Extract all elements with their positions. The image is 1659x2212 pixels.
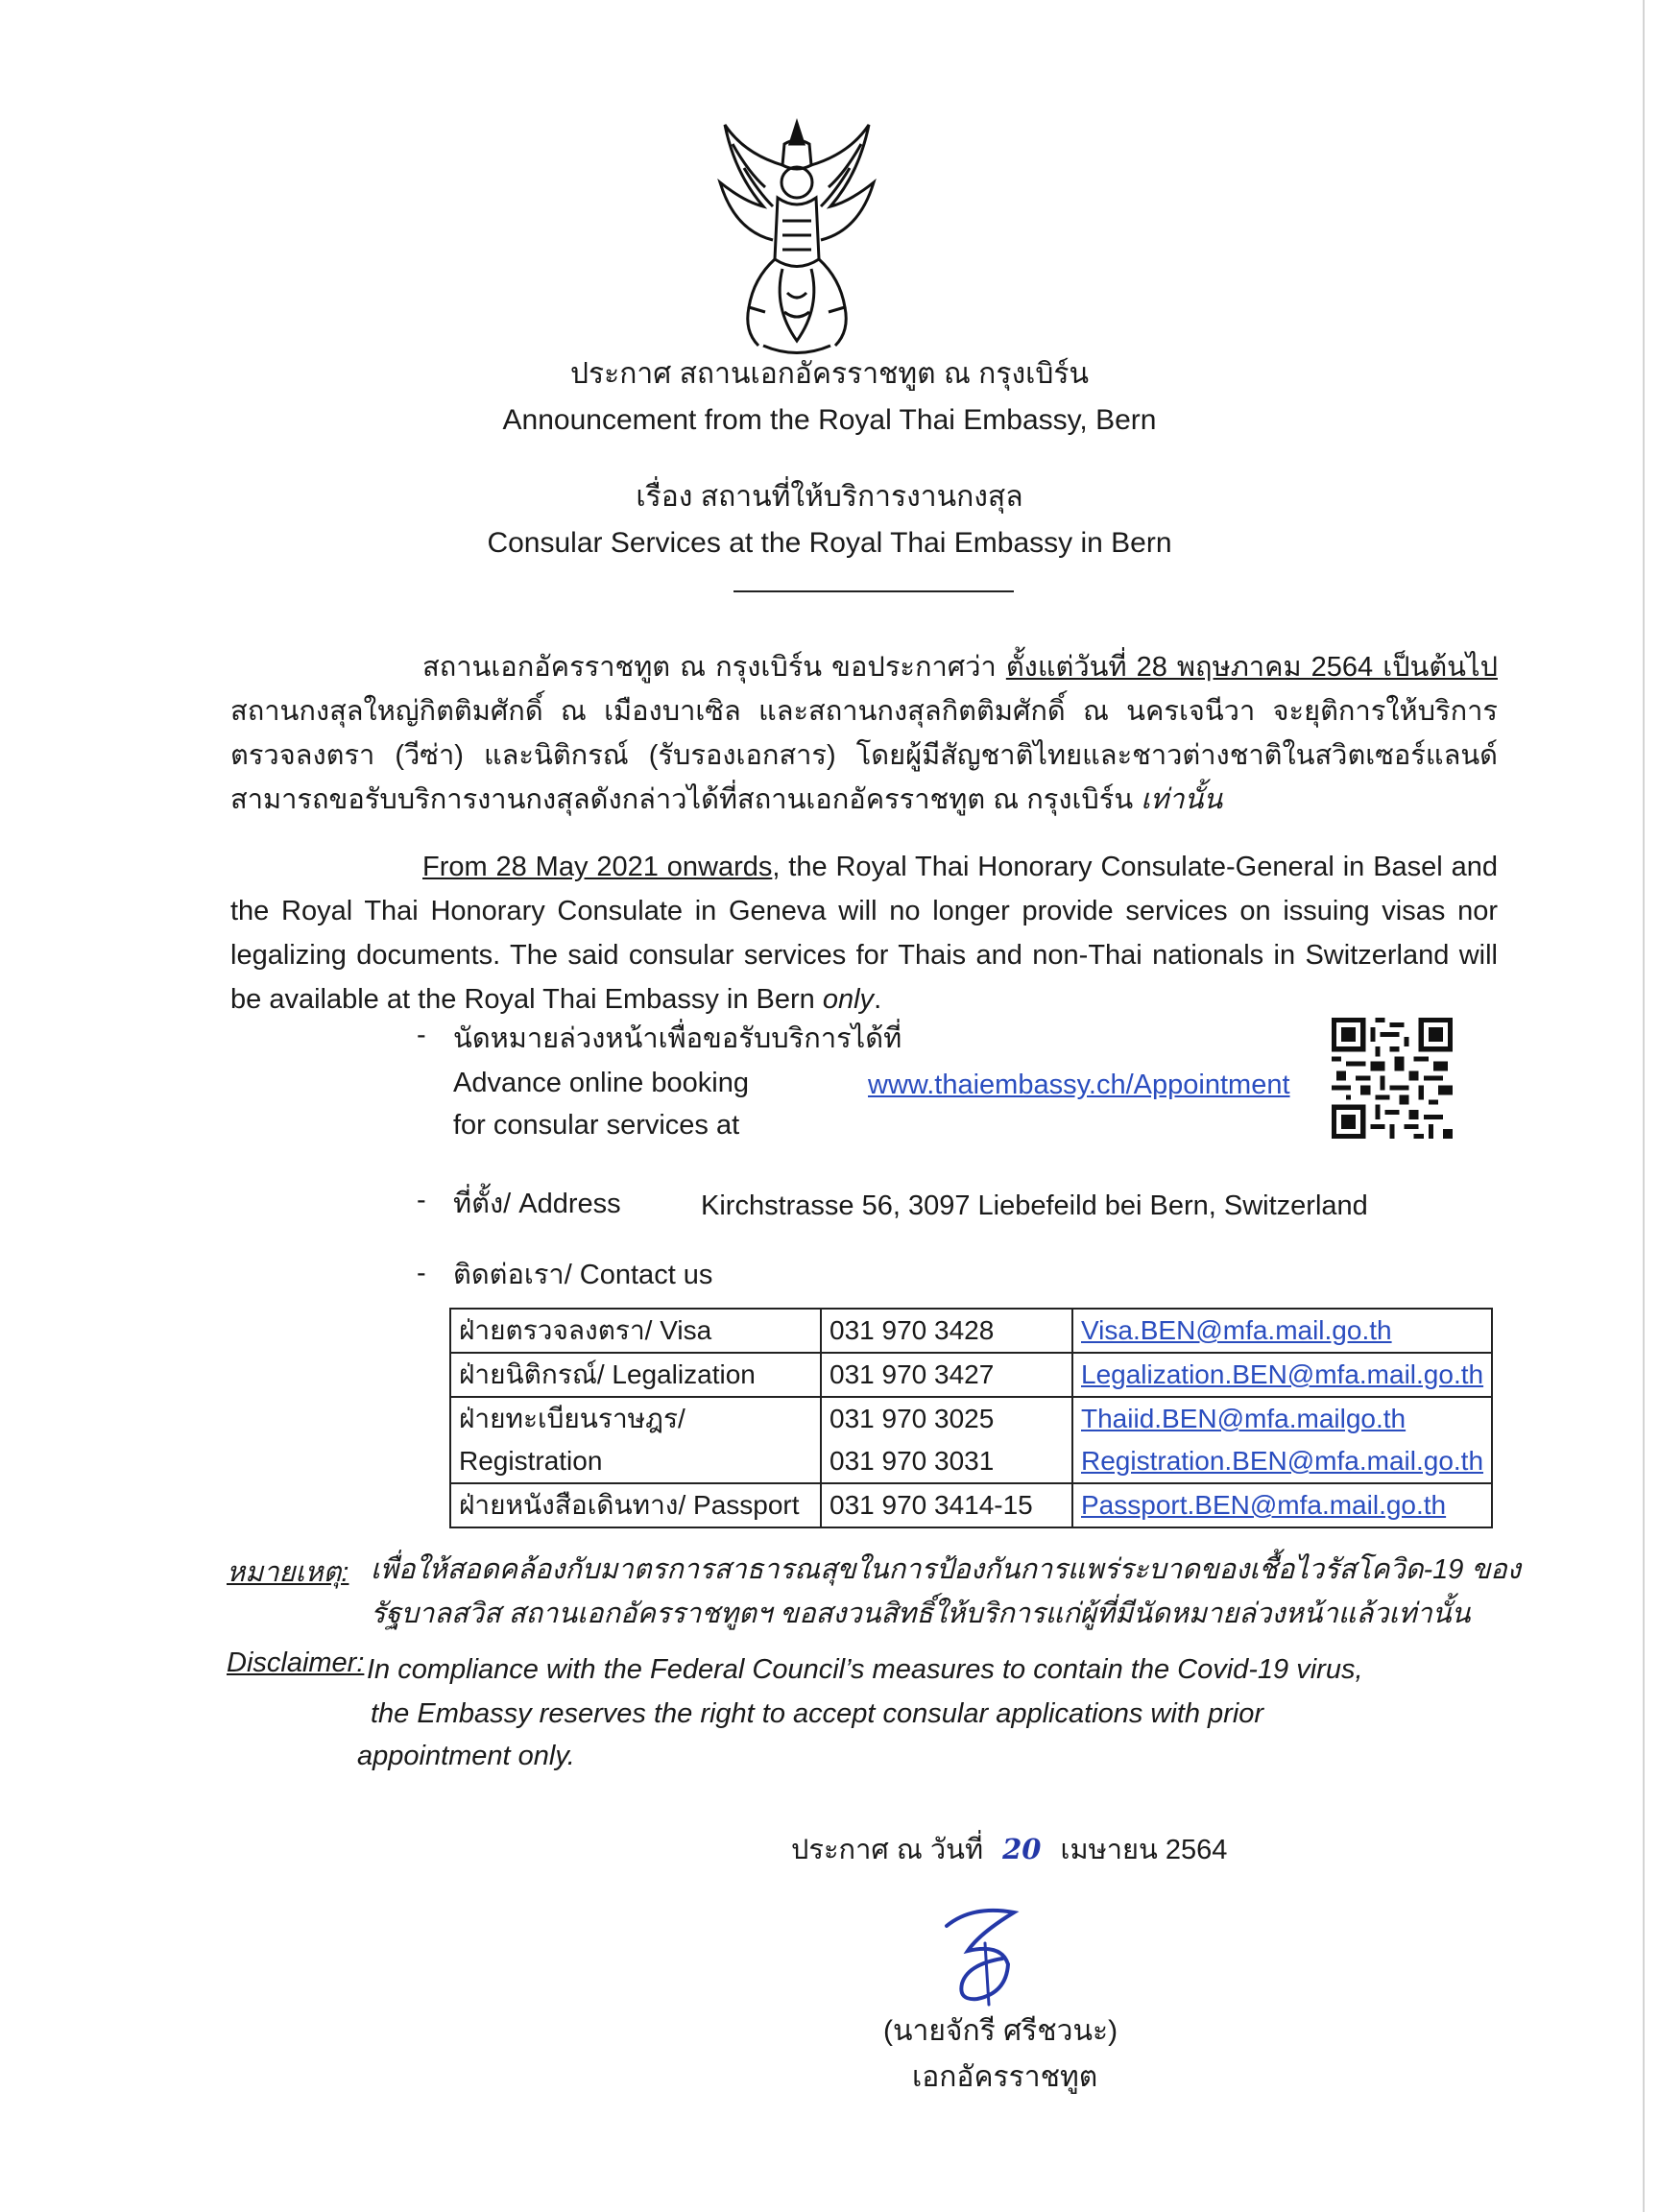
booking-label-english-2: for consular services at [453,1110,740,1141]
contact-bullet: - [417,1258,426,1288]
body-english-part1: , the Royal Thai Honorary Consulate-General in Basel and the Royal Thai Honorary Consulate in Geneva will no longer provide services on issuing visas nor legalizing documents. The said consular services for Thais and non-Thai nationals in Switzerland will be available at the Royal Thai Embassy in Bern [230,852,1498,1015]
table-row [450,1397,1492,1483]
passport-email-link[interactable]: Passport.BEN@mfa.mail.go.th [1081,1490,1447,1520]
table-row [450,1309,1492,1353]
department-cell: ฝ่ายนิติกรณ์/ Legalization [450,1353,821,1397]
phone-line: 031 970 3025 [830,1404,995,1433]
phone-cell: 031 970 3414-15 [821,1483,1072,1527]
booking-label-thai: นัดหมายล่วงหน้าเพื่อขอรับบริการได้ที่ [453,1023,902,1054]
effective-date-english: From 28 May 2021 onwards [422,852,773,882]
booking-bullet: - [417,1020,426,1050]
disclaimer-line-3: appointment only. [357,1741,575,1771]
phone-line: 031 970 3031 [830,1446,995,1476]
table-row [450,1483,1492,1527]
department-line: Registration [459,1446,603,1476]
contact-label: ติดต่อเรา/ Contact us [453,1260,713,1290]
department-cell [450,1397,821,1483]
note-line-1-thai: เพื่อให้สอดคล้องกับมาตรการสาธารณสุขในการป้องกันการแพร่ระบาดของเชื้อไวรัสโควิด-19 ของ [371,1554,1521,1585]
effective-date-thai: ตั้งแต่วันที่ 28 พฤษภาคม 2564 เป็นต้นไป [1005,652,1498,683]
thaiid-email-link[interactable]: Thaiid.BEN@mfa.mailgo.th [1081,1404,1407,1433]
note-label-thai: หมายเหตุ: [227,1557,349,1588]
legalization-email-link[interactable]: Legalization.BEN@mfa.mail.go.th [1081,1359,1484,1389]
only-thai: เท่านั้น [1141,784,1223,815]
date-day: 20 [1002,1833,1042,1865]
qr-code-icon[interactable] [1332,1018,1453,1139]
disclaimer-line-1: In compliance with the Federal Council’s measures to contain the Covid-19 virus, [367,1654,1363,1685]
body-thai-part2: สถานกงสุลใหญ่กิตติมศักดิ์ ณ เมืองบาเซิล และสถานกงสุลกิตติมศักดิ์ ณ นครเจนีวา จะยุติการให้บริการตรวจลงตรา (วีซ่า) และนิติกรณ์ (รับรองเอกสาร) โดยผู้มีสัญชาติไทยและชาวต่างชาติในสวิตเซอร์แลนด์สามารถขอรับบริการงานกงสุลดังกล่าวได้ที่สถานเอกอัครราชทูต ณ กรุงเบิร์น [230,696,1498,815]
garuda-emblem-icon [706,115,888,355]
department-cell: ฝ่ายตรวจลงตรา/ Visa [450,1309,821,1353]
signature-icon [939,1905,1045,2007]
disclaimer-label: Disclaimer: [227,1647,365,1678]
body-english-end: . [874,984,882,1015]
department-cell: ฝ่ายหนังสือเดินทาง/ Passport [450,1483,821,1527]
address-bullet: - [417,1185,426,1215]
title-english: Announcement from the Royal Thai Embassy, Bern [502,404,1157,436]
visa-email-link[interactable]: Visa.BEN@mfa.mail.go.th [1081,1315,1392,1345]
subject-thai: เรื่อง สถานที่ให้บริการงานกงสุล [636,481,1023,513]
phone-cell [821,1397,1072,1483]
phone-cell: 031 970 3428 [821,1309,1072,1353]
date-prefix: ประกาศ ณ วันที่ [791,1835,984,1865]
body-paragraph-thai [230,645,1498,822]
note-line-2-thai: รัฐบาลสวิส สถานเอกอัครราชทูตฯ ขอสงวนสิทธิ์ให้บริการแก่ผู้ที่มีนัดหมายล่วงหน้าแล้วเท่านั้น [371,1599,1471,1629]
announcement-date [791,1828,1227,1872]
phone-cell: 031 970 3427 [821,1353,1072,1397]
appointment-link[interactable]: www.thaiembassy.ch/Appointment [868,1070,1290,1100]
title-thai: ประกาศ สถานเอกอัครราชทูต ณ กรุงเบิร์น [569,358,1090,390]
body-thai-part1: สถานเอกอัครราชทูต ณ กรุงเบิร์น ขอประกาศว่า [422,652,1006,683]
address-value: Kirchstrasse 56, 3097 Liebefeild bei Bern, Switzerland [701,1190,1368,1221]
title-divider [733,590,1014,592]
only-english: only [822,984,875,1015]
signatory-name: (นายจักรี ศรีชวนะ) [883,2015,1118,2047]
department-line: ฝ่ายทะเบียนราษฎร/ [459,1404,685,1433]
page-edge-line [1643,0,1645,2212]
body-paragraph-english [230,845,1498,1022]
booking-label-english-1: Advance online booking [453,1068,749,1098]
date-suffix: เมษายน 2564 [1060,1835,1228,1865]
table-row [450,1353,1492,1397]
signatory-title: เอกอัครราชทูต [912,2061,1098,2093]
registration-email-link[interactable]: Registration.BEN@mfa.mail.go.th [1081,1446,1484,1476]
address-label: ที่ตั้ง/ Address [453,1189,621,1219]
subject-english: Consular Services at the Royal Thai Embassy in Bern [487,527,1172,559]
disclaimer-line-2: the Embassy reserves the right to accept consular applications with prior [371,1698,1264,1729]
contact-table [449,1308,1493,1528]
